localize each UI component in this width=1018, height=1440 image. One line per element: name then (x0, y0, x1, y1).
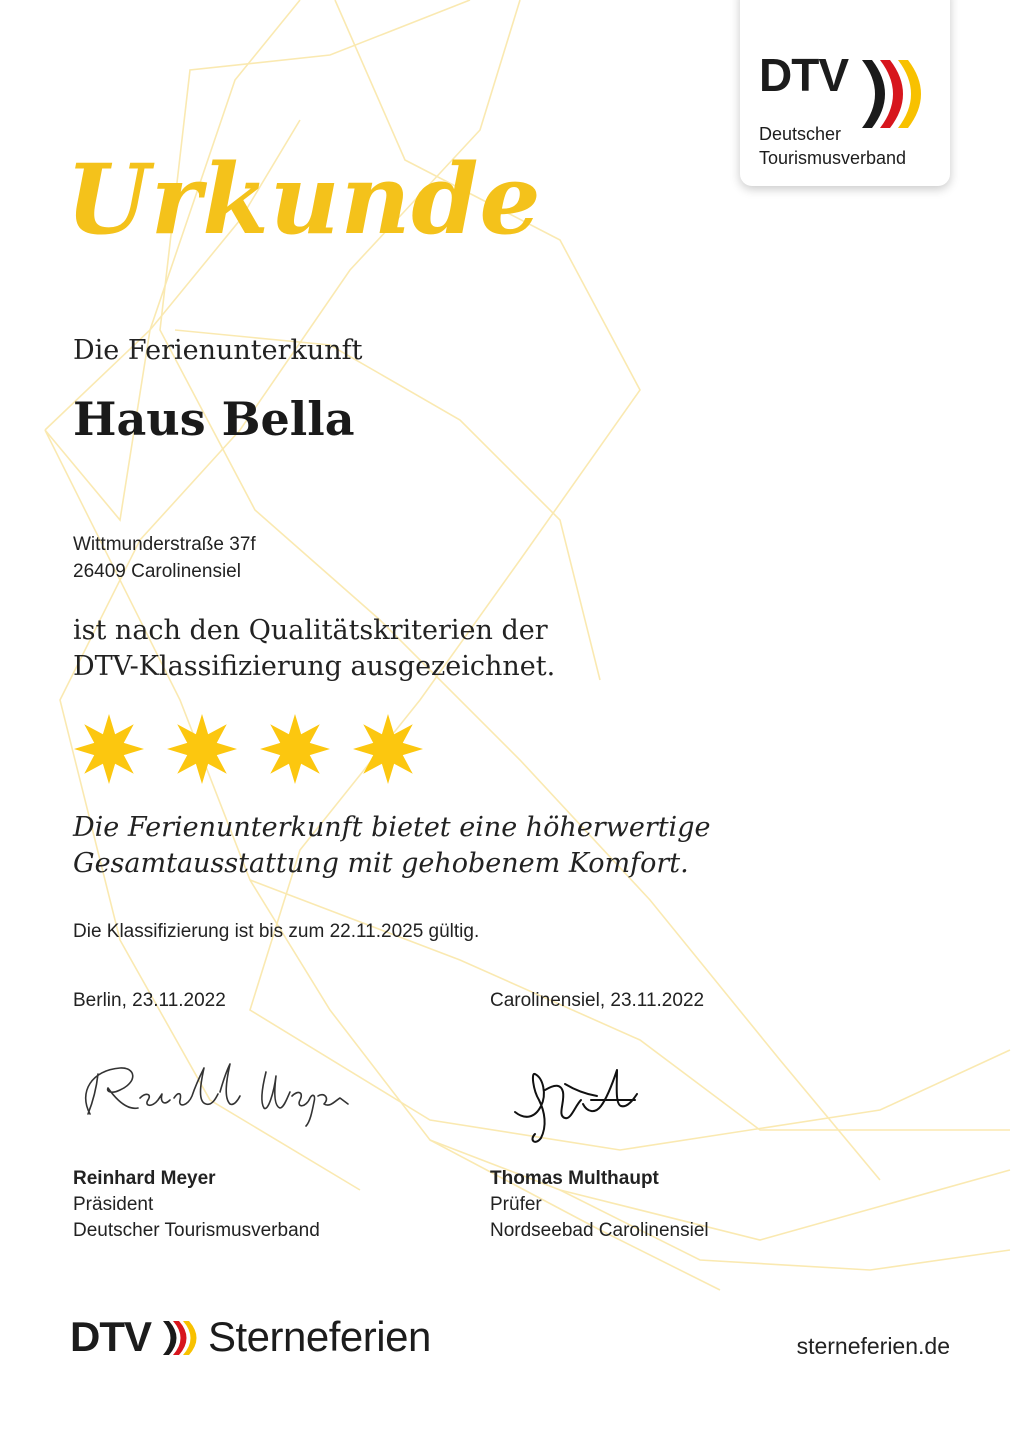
award-statement (73, 613, 773, 685)
signer-left-organization: Deutscher Tourismusverband (73, 1220, 320, 1241)
org-line-1: Deutscher (759, 124, 842, 144)
star-rating (73, 712, 433, 786)
dtv-logo-text: DTV (759, 49, 848, 101)
signer-right-name: Thomas Multhaupt (490, 1168, 659, 1189)
star-icon (167, 714, 237, 784)
star-icon (260, 714, 330, 784)
statement-line-2: DTV-Klassifizierung ausgezeichnet. (73, 651, 556, 682)
rating-description (73, 810, 833, 882)
property-name: Haus Bella (73, 392, 355, 446)
place-date-right: Carolinensiel, 23.11.2022 (490, 990, 705, 1011)
footer-flag-chevrons-icon (162, 1318, 202, 1358)
org-line-2: Tourismusverband (759, 148, 907, 168)
signer-right-role: Prüfer (490, 1194, 542, 1215)
address-city: 26409 Carolinensiel (73, 561, 241, 582)
signature-thomas-multhaupt (505, 1060, 645, 1150)
signer-right-organization: Nordseebad Carolinensiel (490, 1220, 709, 1241)
description-line-2: Gesamtausstattung mit gehobenem Komfort. (73, 848, 689, 879)
signer-right (490, 1166, 709, 1244)
address-street: Wittmunderstraße 37f (73, 534, 256, 555)
star-icon (353, 714, 423, 784)
place-date-left: Berlin, 23.11.2022 (73, 990, 226, 1011)
star-icon (74, 714, 144, 784)
certificate-title: Urkunde (66, 143, 542, 256)
property-address (73, 531, 256, 585)
signer-left (73, 1166, 320, 1244)
certificate-subtitle: Die Ferienunterkunft (73, 335, 363, 366)
signer-left-role: Präsident (73, 1194, 154, 1215)
footer-dtv-text: DTV (70, 1313, 151, 1360)
description-line-1: Die Ferienunterkunft bietet eine höherwertige (73, 812, 711, 843)
dtv-logo-badge (740, 0, 950, 186)
signature-reinhard-meyer (78, 1052, 358, 1132)
footer-brand-text: Sterneferien (208, 1313, 431, 1360)
website-link[interactable]: sterneferien.de (796, 1333, 950, 1359)
dtv-organization-name (759, 122, 906, 170)
statement-line-1: ist nach den Qualitätskriterien der (73, 615, 548, 646)
validity-note: Die Klassifizierung ist bis zum 22.11.2025 gültig. (73, 921, 480, 942)
signer-left-name: Reinhard Meyer (73, 1168, 216, 1189)
